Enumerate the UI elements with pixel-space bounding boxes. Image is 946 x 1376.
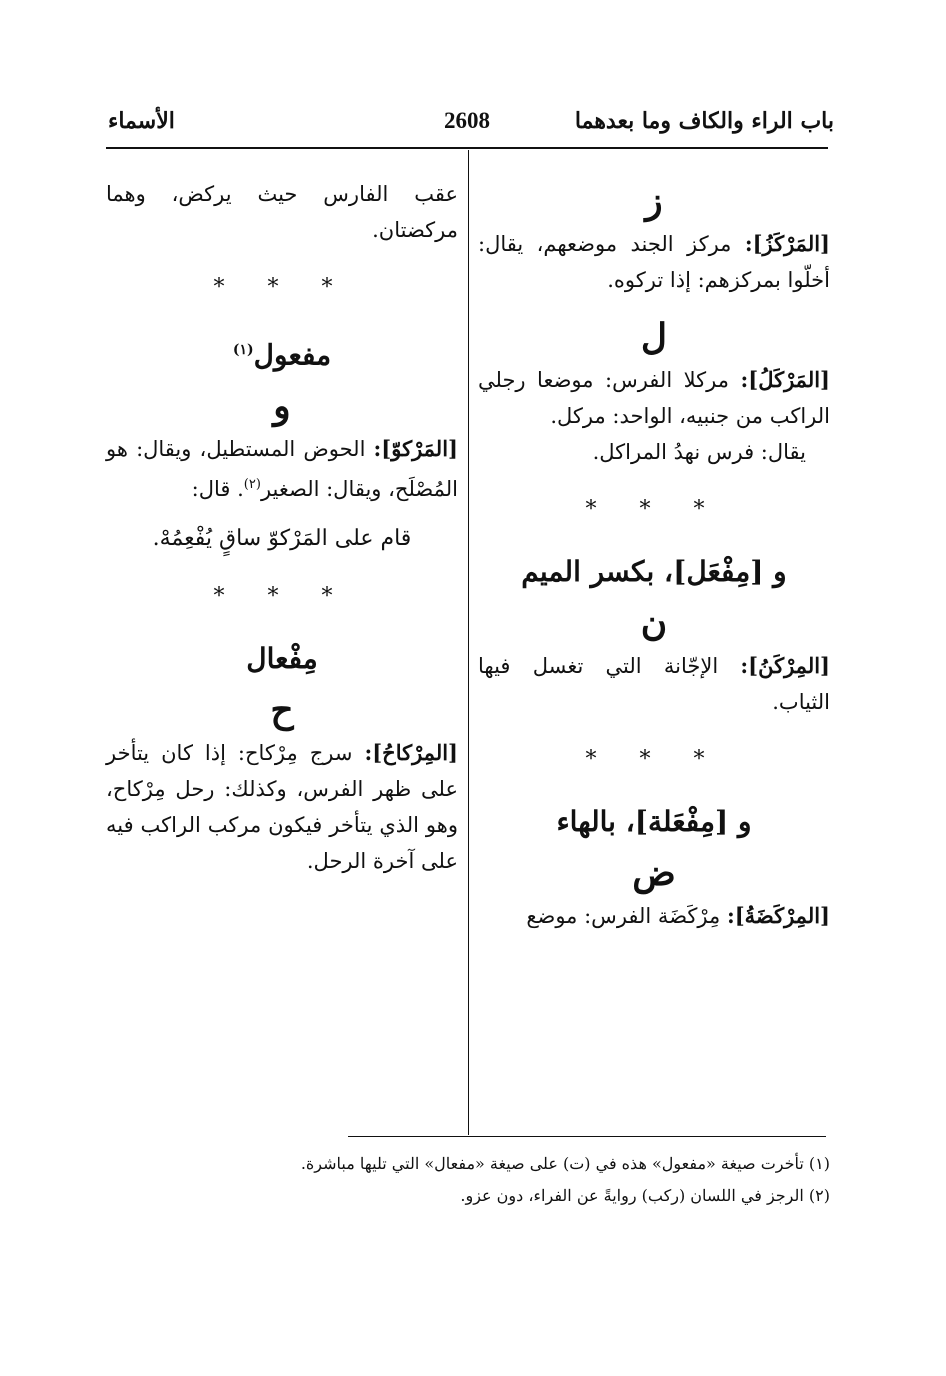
verse-line: قام على المَرْكوّ ساقٍ يُفْعِمُهْ. (152, 526, 412, 552)
entry-definition: مركز الجند موضعهم، يقال: أخلّوا بمركزهم: إذا تركوه. (478, 232, 830, 292)
entry-markuw (106, 431, 458, 507)
entry-definition: مركلا الفرس: موضعا رجلي الراكب من جنبيه، الواحد: مركل. (478, 368, 830, 428)
entry-mirkah (106, 735, 458, 879)
header-rule (106, 147, 828, 149)
entry-continuation: عقب الفارس حيث يركض، وهما مركضتان. (106, 182, 458, 242)
entry-headword: [المِرْكاحُ]: (364, 740, 458, 766)
form-title-mifala: و [مِفْعَلة]، بالهاء (556, 805, 752, 838)
column-divider (468, 150, 469, 1135)
entry-definition: سرج مِرْكاح: إذا كان يتأخر على ظهر الفرس، وكذلك: رحل مِرْكاح، وهو الذي يتأخر فيكون مركب الراكب فيه على آخرة الرحل. (106, 741, 458, 874)
section-separator: * * * (585, 497, 723, 522)
footnote-1: (١) تأخرت صيغة «مفعول» هذه في (ت) على صيغة «مفعال» التي تليها مباشرة. (300, 1154, 830, 1173)
footnote-rule (348, 1136, 826, 1137)
letter-heading-d: ض (632, 852, 676, 894)
form-title-text: مفعول (253, 338, 332, 372)
form-title-mifal: و [مِفْعَل]، بكسر الميم (521, 555, 787, 588)
footnote-ref: (١) (232, 342, 254, 358)
entry-headword: [المَرْكَزُ]: (744, 231, 830, 256)
form-title-mifaal: مِفْعال (246, 642, 318, 676)
entry-definition: الحوض المستطيل، ويقال: هو المُصْلَح، ويقال: الصغير (106, 437, 458, 502)
letter-heading-h: ح (270, 689, 294, 732)
entry-markal-cont: يقال: فرس نهدُ المراكل. (592, 440, 806, 464)
right-column (478, 172, 830, 934)
entry-mirkan (478, 648, 830, 720)
entry-definition: مِرْكَضَة الفرس: موضع (526, 904, 721, 928)
section-separator: * * * (585, 747, 723, 772)
entry-headword: [المَرْكوّ]: (373, 436, 458, 462)
entry-headword: [المَرْكَلُ]: (740, 367, 830, 392)
running-head-section: الأسماء (108, 108, 175, 134)
letter-heading-l: ل (640, 316, 668, 358)
entry-definition-end: . قال: (191, 477, 244, 502)
page-number: 2608 (444, 108, 490, 133)
letter-heading-z: ز (645, 180, 663, 222)
left-column (106, 172, 458, 879)
entry-mirkada (478, 898, 830, 934)
form-title-mafool (106, 328, 458, 377)
entry-markaz (478, 226, 830, 298)
entry-markal (478, 362, 830, 434)
entry-headword: [المِرْكَنُ]: (740, 653, 830, 678)
letter-heading-w: و (273, 385, 291, 428)
section-separator: * * * (213, 584, 351, 610)
section-separator: * * * (213, 275, 351, 300)
footnote-ref: (٢) (243, 477, 261, 493)
footnote-2: (٢) الرجز في اللسان (ركب) روايةً عن الفراء، دون عزو. (460, 1186, 830, 1205)
running-head-chapter: باب الراء والكاف وما بعدهما (574, 108, 834, 134)
entry-headword: [المِرْكَضَةُ]: (726, 903, 830, 928)
letter-heading-n: ن (640, 602, 668, 644)
entry-definition: الإجّانة التي تغسل فيها الثياب. (478, 654, 830, 714)
